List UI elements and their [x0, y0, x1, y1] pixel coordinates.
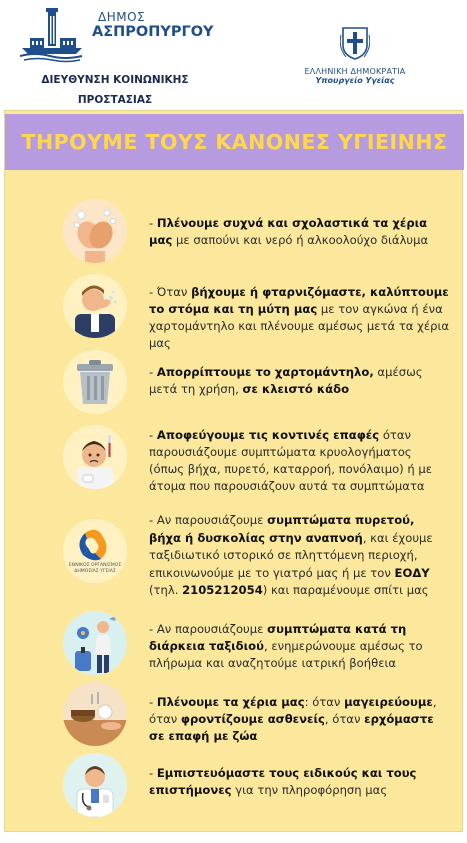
rule-text-segment: -	[149, 695, 157, 709]
rule-text-segment: με σαπούνι και νερό ή αλκοολούχο διάλυμα	[172, 233, 429, 247]
rule-text	[149, 427, 449, 495]
rule-text-segment: , ενημερώνουμε αμέσως το πλήρωμα και αναζητούμε ιατρική βοήθεια	[149, 639, 423, 670]
rule-text-segment: - Όταν	[149, 285, 192, 299]
rule-text-emphasis: Πλένουμε τα χέρια μας	[156, 695, 305, 709]
traveler-icon	[63, 611, 127, 675]
handwashing-icon	[63, 199, 127, 263]
rule-text	[149, 694, 449, 745]
rule-text-emphasis: μαγειρεύουμε	[344, 695, 433, 709]
rule-text-emphasis: συμπτώματα κατά τη διάρκεια ταξιδιού	[149, 622, 407, 653]
rule-text-emphasis: Αποφεύγουμε τις κοντινές επαφές	[156, 428, 380, 442]
rule-text-emphasis: Πλένουμε συχνά και σχολαστικά τα χέρια μας	[149, 216, 428, 247]
greek-emblem-icon	[340, 25, 370, 61]
municipality-logo	[20, 8, 214, 63]
rule-text	[149, 364, 449, 398]
rule-text-segment: , όταν	[324, 712, 365, 726]
rule-text-emphasis: ΕΟΔΥ	[394, 565, 430, 580]
eody-caption: ΕΘΝΙΚΟΣ ΟΡΓΑΝΙΣΜΟΣ ΔΗΜΟΣΙΑΣ ΥΓΕΙΑΣ	[68, 563, 122, 574]
rule-text-emphasis: βήχουμε ή φταρνιζόμαστε, καλύπτουμε το στόμα και τη μύτη μας	[149, 285, 449, 316]
rule-text-segment: , και έχουμε ταξιδιωτικό ιστορικό σε πληττόμενη περιοχή, επικοινωνούμε με το γιατρό μας ή με τον	[149, 530, 433, 580]
hygiene-poster	[4, 110, 463, 832]
rule-text-segment: -	[149, 766, 157, 780]
rule-text-segment: για την πληροφόρηση μας	[231, 783, 388, 797]
rule-text-emphasis: ερχόμαστε σε επαφή με ζώα	[149, 712, 434, 743]
rule-text	[149, 765, 449, 799]
rule-text-segment: - Αν παρουσιάζουμε	[149, 513, 268, 527]
rule-text-emphasis: 2105212054	[182, 583, 263, 597]
rule-text-segment: , όταν	[149, 695, 437, 726]
rule-text-segment: (τηλ.	[149, 583, 183, 597]
municipality-name: ΑΣΠΡΟΠΥΡΓΟΥ	[92, 24, 214, 40]
ministry-label: Υπουργείο Υγείας	[315, 76, 395, 85]
sick-person-icon	[63, 425, 127, 489]
municipality-label: ΔΗΜΟΣ	[98, 10, 146, 24]
rule-text-segment: ) και παραμένουμε σπίτι μας	[262, 583, 429, 597]
rule-text-emphasis: Απορρίπτουμε το χαρτομάντηλο,	[156, 365, 374, 379]
rule-text	[149, 621, 449, 672]
rule-text-emphasis: συμπτώματα πυρετού, βήχα ή δυσκολίας στην αναπνοή	[149, 513, 415, 545]
rule-text-segment: -	[149, 216, 157, 230]
rule-text	[149, 215, 449, 249]
lighthouse-icon	[20, 8, 90, 63]
trash-bin-icon	[63, 350, 127, 414]
sneezing-person-icon	[63, 274, 127, 338]
rule-text	[149, 512, 449, 600]
rule-text-segment: - Αν παρουσιάζουμε	[149, 622, 268, 636]
rule-text-segment: -	[149, 428, 157, 442]
rule-text-emphasis: σε κλειστό κάδο	[242, 382, 350, 396]
rule-text-segment: όταν παρουσιάζουμε συμπτώματα κρυολογήματος (όπως βήχα, πυρετό, καταρροή, πονόλαιμο) ή με άτομα που παρουσιάζουν αυτά τα συμπτώματα	[149, 428, 433, 493]
rule-text	[149, 284, 449, 352]
rule-text-segment: με τον αγκώνα ή ένα χαρτομάντηλο και πλένουμε αμέσως μετά τα χέρια μας	[149, 302, 450, 350]
rule-text-segment: αμέσως μετά τη χρήση,	[149, 365, 423, 396]
rule-text-emphasis: Εμπιστευόμαστε τους ειδικούς και τους επιστήμονες	[149, 766, 417, 797]
rule-text-emphasis: φροντίζουμε ασθενείς	[180, 712, 325, 726]
poster-title: ΤΗΡΟΥΜΕ ΤΟΥΣ ΚΑΝΟΝΕΣ ΥΓΙΕΙΝΗΣ	[21, 130, 448, 154]
poster-banner	[5, 114, 464, 170]
page-header	[0, 0, 467, 110]
cooking-icon	[63, 682, 127, 746]
rule-text-segment: -	[149, 365, 157, 379]
department-title: ΔΙΕΥΘΥΝΣΗ ΚΟΙΝΩΝΙΚΗΣ ΠΡΟΣΤΑΣΙΑΣ	[41, 74, 189, 106]
republic-label: ΕΛΛΗΝΙΚΗ ΔΗΜΟΚΡΑΤΙΑ	[304, 67, 406, 76]
doctor-icon	[63, 753, 127, 817]
eody-logo-icon	[63, 519, 127, 583]
rule-text-segment: : όταν	[304, 695, 345, 709]
ministry-logo	[285, 25, 425, 85]
